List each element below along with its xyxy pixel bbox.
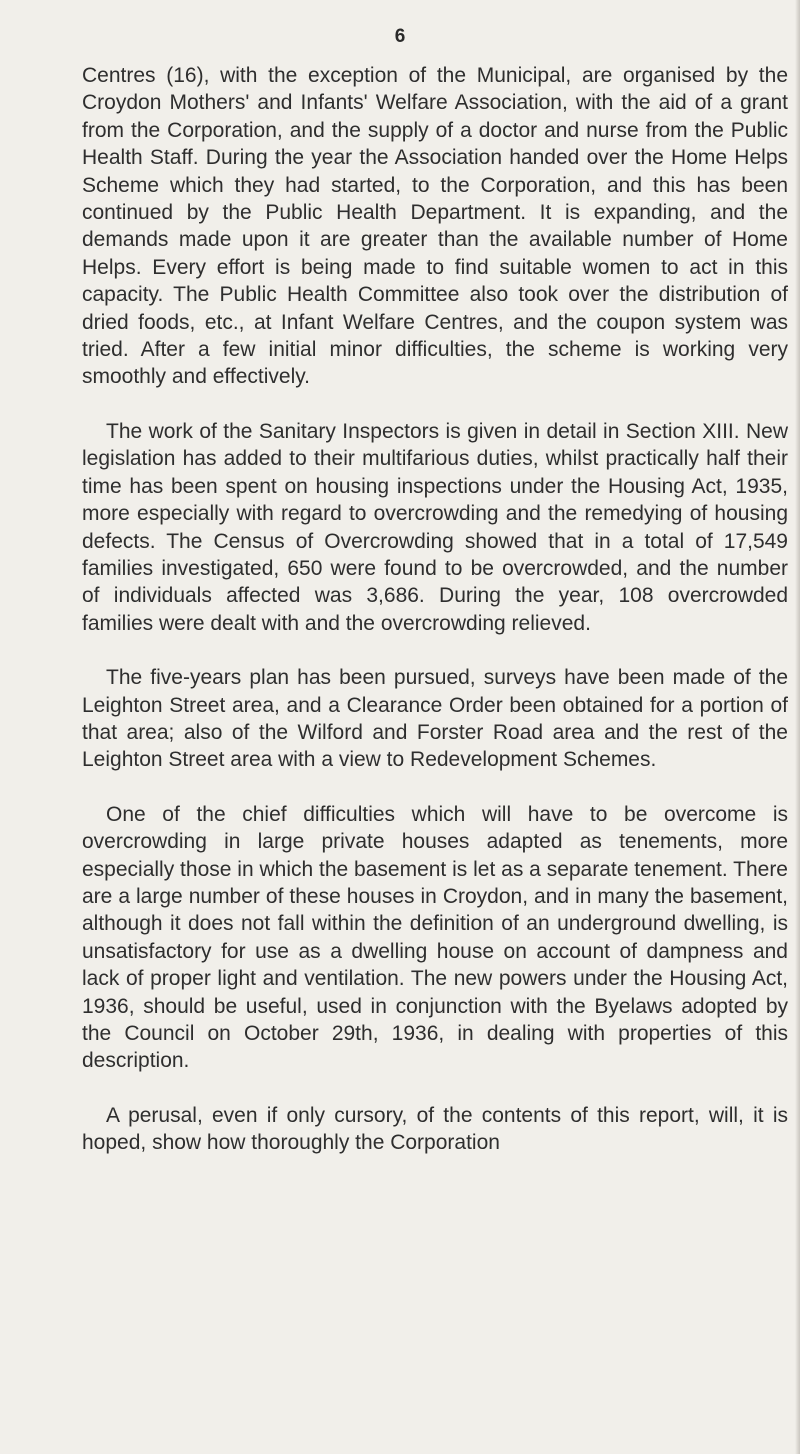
paragraph-overcrowding: One of the chief difficulties which will have to be overcome is overcrowding in large private houses adapted as tenements, more especially those in which the basement is let as a separate tenement. There are a large number of these houses in Croydon, and in many the basement, although it does not fall within the definition of an underground dwelling, is unsatisfactory for use as a dwelling house on account of dampness and lack of proper light and ventilation. The new powers under the Housing Act, 1936, should be useful, used in conjunction with the Byelaws adopted by the Council on October 29th, 1936, in dealing with properties of this description.	[82, 802, 788, 1073]
paragraph-perusal: A perusal, even if only cursory, of the contents of this report, will, it is hoped, show how thoroughly the Corporation	[82, 1103, 788, 1155]
paragraph-five-years-plan: The five-years plan has been pursued, surveys have been made of the Leighton Street area, and a Clearance Order been obtained for a portion of that area; also of the Wilford and Forster Road area and the rest of the Leighton Street area with a view to Redevelopment Schemes.	[82, 666, 788, 772]
paragraph-sanitary-inspectors: The work of the Sanitary Inspectors is given in detail in Section XIII. New legislation has added to their multifarious duties, whilst practically half their time has been spent on housing inspections under the Housing Act, 1935, more especially with regard to overcrowding and the remedying of housing defects. The Census of Overcrowding showed that in a total of 17,549 families investigated, 650 were found to be overcrowded, and the number of individuals affected was 3,686. During the year, 108 overcrowded families were dealt with and the overcrowding relieved.	[82, 419, 788, 635]
paragraph-home-helps: Centres (16), with the exception of the Municipal, are organised by the Croydon Mothers' and Infants' Welfare Association, with the aid of a grant from the Corporation, and the supply of a doctor and nurse from the Public Health Staff. During the year the Association handed over the Home Helps Scheme which they had started, to the Corporation, and this has been continued by the Public Health Department. It is expanding, and the demands made upon it are greater than the available number of Home Helps. Every effort is being made to find suitable women to act in this capacity. The Public Health Committee also took over the distribution of dried foods, etc., at Infant Welfare Centres, and the coupon system was tried. After a few initial minor difficulties, the scheme is working very smoothly and effectively.	[82, 64, 788, 389]
page-edge-shadow	[795, 0, 800, 1454]
page-number: 6	[394, 26, 406, 47]
body-text	[82, 62, 788, 1184]
